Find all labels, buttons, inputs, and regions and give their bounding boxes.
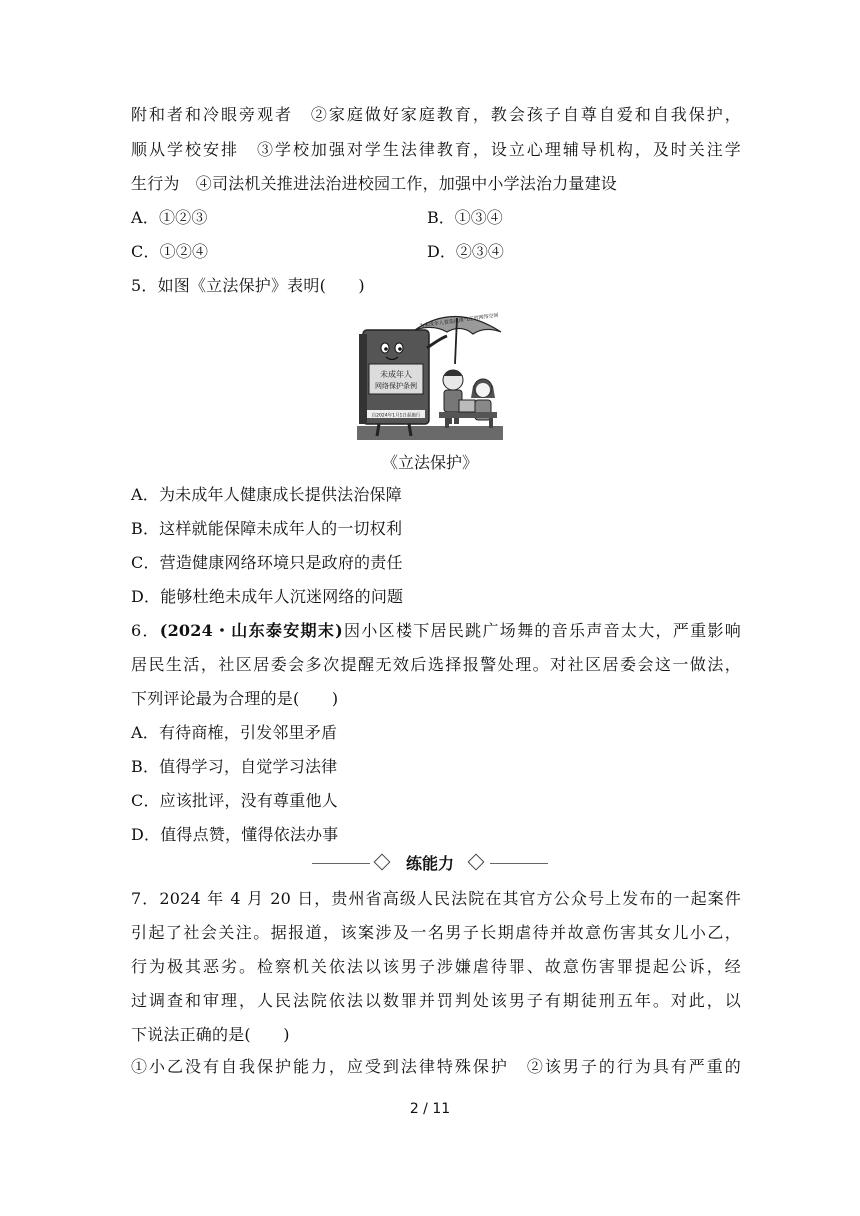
q7-stem-line-4: 过调查和审理，人民法院依法以数罪并罚判处该男子有期徒刑五年。对此，以 (131, 991, 741, 1010)
q7-statement-line: ①小乙没有自我保护能力，应受到法律特殊保护 ②该男子的行为具有严重的 (131, 1057, 741, 1076)
regulation-book-character (359, 330, 447, 436)
q7-stem-line-3: 行为极其恶劣。检察机关依法以该男子涉嫌虐待罪、故意伤害罪提起公诉，经 (131, 957, 741, 976)
q6-option-c: C．应该批评，没有尊重他人 (131, 791, 338, 810)
q5-stem: 5．如图《立法保护》表明( ) (131, 276, 365, 295)
q4-text-line-3: 生行为 ④司法机关推进法治进校园工作，加强中小学法治力量建设 (131, 174, 618, 193)
q7-stem-line-2: 引起了社会关注。据报道，该案涉及一名男子长期虐待并故意伤害其女儿小乙， (131, 923, 741, 942)
section-divider (312, 852, 548, 876)
diamond-icon (468, 854, 485, 871)
divider-rule-right (490, 863, 548, 864)
cartoon-illustration (355, 308, 505, 442)
q6-stem-line-1 (131, 620, 741, 642)
q4-option-c: C．①②④ (131, 242, 209, 261)
diamond-icon (374, 854, 391, 871)
q6-stem-line-1-rest: 因小区楼下居民跳广场舞的音乐声音太大，严重影响 (342, 621, 741, 640)
q4-option-d: D．②③④ (427, 242, 504, 261)
q5-option-a: A．为未成年人健康成长提供法治保障 (131, 485, 402, 504)
q7-stem-line-5: 下说法正确的是( ) (131, 1025, 290, 1044)
q5-option-c: C．营造健康网络环境只是政府的责任 (131, 553, 403, 572)
q6-option-a: A．有待商榷，引发邻里矛盾 (131, 723, 338, 742)
book-title-line-1: 未成年人 (380, 370, 412, 379)
q6-stem-line-2: 居民生活，社区居委会多次提醒无效后选择报警处理。对社区居委会这一做法， (131, 655, 741, 674)
umbrella-slogan: 为未成年人营造风清气正的网络空间 (418, 312, 499, 330)
q5-option-d: D．能够杜绝未成年人沉迷网络的问题 (131, 587, 404, 606)
q5-option-b: B．这样就能保障未成年人的一切权利 (131, 519, 403, 538)
page-number: 2 / 11 (409, 1101, 451, 1117)
q6-option-b: B．值得学习，自觉学习法律 (131, 757, 338, 776)
book-title-line-2: 网络保护条例 (375, 382, 417, 390)
section-title: 练能力 (405, 854, 454, 873)
q4-text-line-1: 附和者和冷眼旁观者 ②家庭做好家庭教育，教会孩子自尊自爱和自我保护， (131, 105, 741, 124)
q4-text-line-2: 顺从学校安排 ③学校加强对学生法律教育，设立心理辅导机构，及时关注学 (131, 140, 741, 159)
q6-number: 6． (131, 621, 160, 640)
figure-caption: 《立法保护》 (381, 453, 478, 472)
q6-option-d: D．值得点赞，懂得依法办事 (131, 825, 339, 844)
q7-stem-line-1: 7．2024 年 4 月 20 日，贵州省高级人民法院在其官方公众号上发布的一起案件 (131, 889, 741, 908)
divider-rule-left (312, 863, 370, 864)
book-effective-date: 自2024年1月1日起施行 (371, 413, 421, 419)
q4-option-a: A．①②③ (131, 208, 208, 227)
q6-source: (2024・山东泰安期末) (159, 621, 343, 640)
q6-stem-line-3: 下列评论最为合理的是( ) (131, 689, 339, 708)
q4-option-b: B．①③④ (427, 208, 503, 227)
legislation-protection-cartoon (355, 308, 505, 442)
